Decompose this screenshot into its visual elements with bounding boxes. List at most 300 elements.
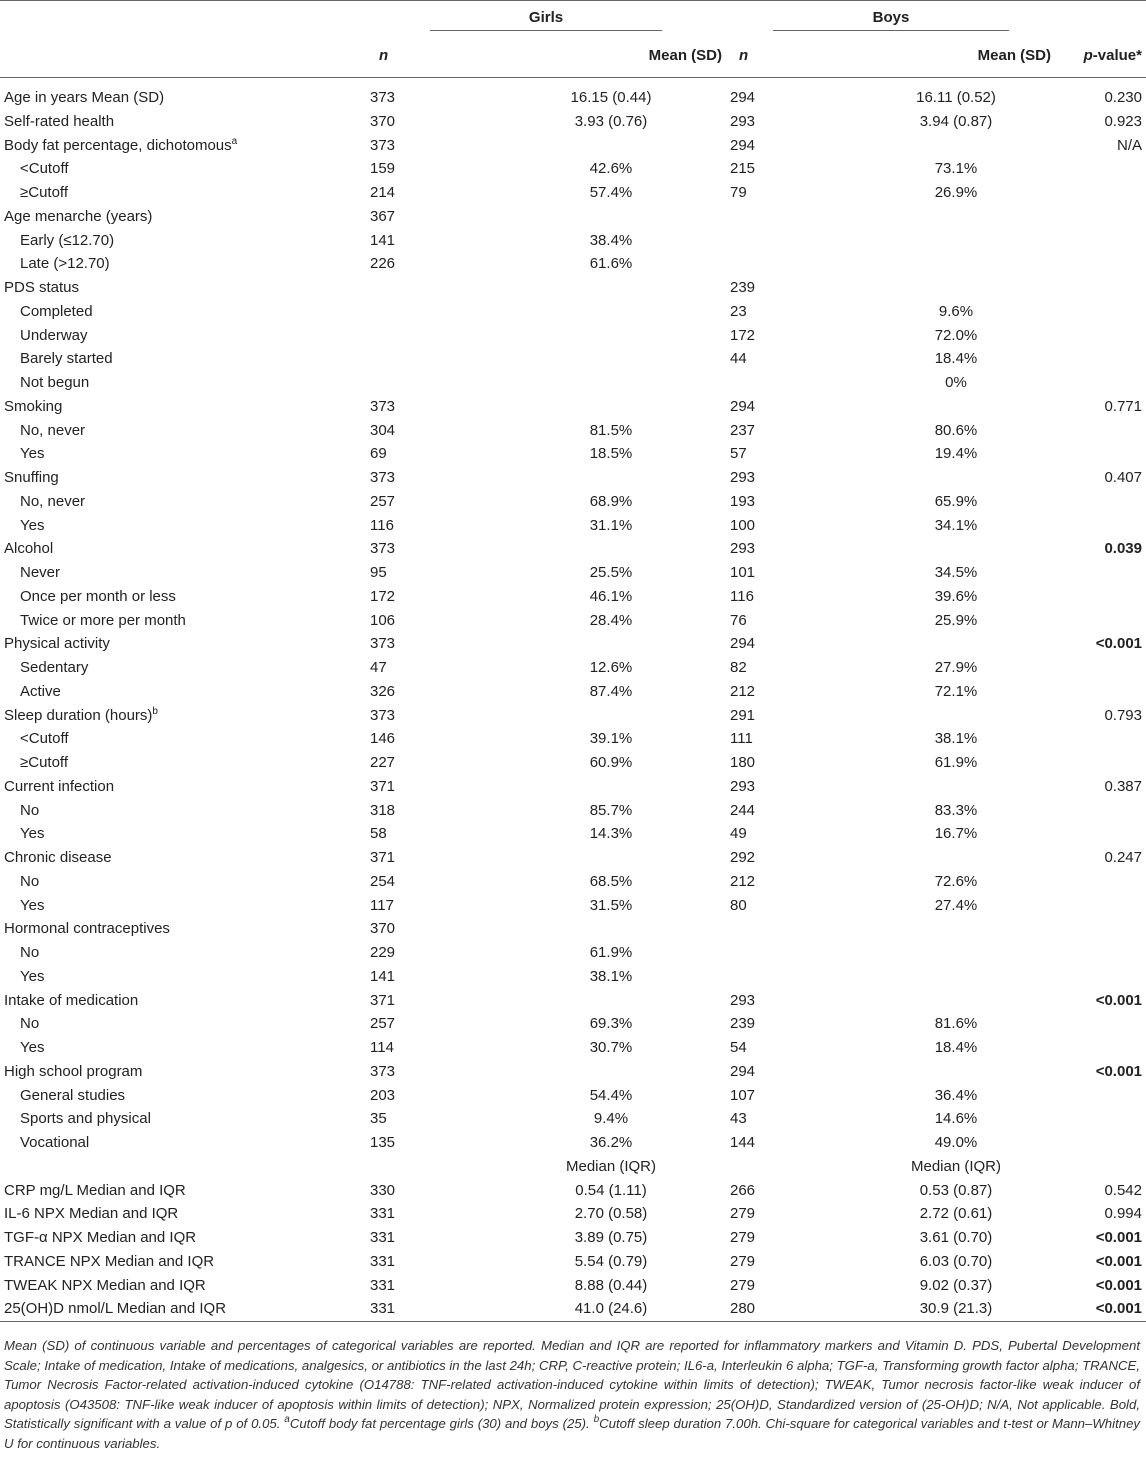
p-value-cell xyxy=(1056,442,1146,466)
table-row xyxy=(0,442,1146,466)
girls-value-cell-text: 2.70 (0.58) xyxy=(574,1205,648,1223)
boys-value-cell xyxy=(856,371,1056,395)
table-row xyxy=(0,1084,1146,1108)
p-value-cell-text: <0.001 xyxy=(1095,1300,1142,1318)
row-label xyxy=(0,1060,366,1084)
girls-value-cell xyxy=(496,419,726,443)
p-value-cell xyxy=(1056,86,1146,110)
boys-n-cell xyxy=(726,1274,856,1298)
row-label-text: No xyxy=(20,944,40,961)
p-value-cell-text: 0.793 xyxy=(1104,706,1142,724)
boys-n-cell xyxy=(726,561,856,585)
girls-value-cell xyxy=(496,252,726,276)
boys-n-cell-text: 266 xyxy=(730,1181,756,1199)
girls-n-cell xyxy=(366,917,496,941)
p-value-cell xyxy=(1056,775,1146,799)
p-value-cell xyxy=(1056,751,1146,775)
girls-value-cell-text: 81.5% xyxy=(589,421,633,439)
p-value-cell xyxy=(1056,1012,1146,1036)
girls-n-cell-text: 117 xyxy=(370,896,394,914)
girls-n-cell-text: 135 xyxy=(370,1134,396,1151)
girls-value-cell xyxy=(496,1060,726,1084)
boys-value-cell-text: 0.53 (0.87) xyxy=(919,1181,993,1199)
boys-n-cell xyxy=(726,1084,856,1108)
girls-n-cell xyxy=(366,110,496,134)
boys-n-cell xyxy=(726,1060,856,1084)
boys-value-cell xyxy=(856,680,1056,704)
footnote-main: Mean (SD) of continuous variable and percentages of categorical variables are reported. Median and IQR are reported for inflammatory markers and Vitamin D. PDS, Pubertal Development Scale; Intake of medication, Intake of medications, analgesics, or antibiotics in the last 24h; CRP, C-reactive protein; IL6-a, Interleukin 6 alpha; TGF-a, Transforming growth factor alpha; TRANCE, Tumor Necrosis Factor-related activation-induced cytokine (O14788: TNF-related activation-induced cytokine within limits of detection); TWEAK, Tumor necrosis factor-like weak inducer of apoptosis (O43508: TNF-like weak inducer of apoptosis within limits of detection); NPX, Normalized protein expression; 25(OH)D, Standardized version of (25-OH)D; N/A, Not applicable. Bold, Statistically significant with a value of p of 0.05. xyxy=(4,1338,1140,1431)
table-row xyxy=(0,395,1146,419)
girls-value-cell xyxy=(496,157,726,181)
row-label xyxy=(0,466,366,490)
boys-value-cell-text: 9.6% xyxy=(938,302,974,320)
footnote-marker: b xyxy=(152,705,158,717)
p-value-cell xyxy=(1056,110,1146,134)
row-label xyxy=(0,514,366,538)
girls-value-cell xyxy=(496,1131,726,1155)
footnote-sup-b: b xyxy=(593,1414,600,1425)
boys-n-cell-text: 44 xyxy=(730,350,747,368)
girls-n-cell-text: 229 xyxy=(370,944,396,961)
girls-value-cell-text: 3.89 (0.75) xyxy=(574,1229,648,1246)
row-label xyxy=(0,941,366,965)
p-value-cell xyxy=(1056,490,1146,514)
girls-n-cell xyxy=(366,965,496,989)
boys-value-cell-text: Median (IQR) xyxy=(910,1157,1002,1175)
girls-n-cell-text: 331 xyxy=(370,1276,396,1294)
row-label xyxy=(0,1297,366,1321)
boys-n-cell-text: 82 xyxy=(730,659,747,676)
boys-n-cell-text: 180 xyxy=(730,754,756,771)
girls-n-cell xyxy=(366,656,496,680)
row-label xyxy=(0,347,366,371)
girls-n-cell xyxy=(366,1060,496,1084)
row-label-text: No xyxy=(20,1015,40,1033)
boys-n-cell xyxy=(726,229,856,253)
boys-value-cell xyxy=(856,300,1056,324)
boys-n-cell xyxy=(726,846,856,870)
girls-n-cell-text: 47 xyxy=(370,659,387,676)
row-label-text: Sleep duration (hours) xyxy=(4,706,153,724)
boys-n-cell xyxy=(726,965,856,989)
girls-n-cell-text: 371 xyxy=(370,849,396,866)
row-label xyxy=(0,656,366,680)
p-value-cell xyxy=(1056,371,1146,395)
row-label-text: 25(OH)D nmol/L Median and IQR xyxy=(4,1300,227,1318)
row-label-text: Once per month or less xyxy=(20,587,176,605)
row-label xyxy=(0,1084,366,1108)
boys-n-cell xyxy=(726,324,856,348)
row-label xyxy=(0,989,366,1013)
boys-value-cell-text: 18.4% xyxy=(934,350,978,368)
girls-mean-header xyxy=(496,33,726,78)
row-label-text: Completed xyxy=(20,302,93,320)
boys-n-cell-text: 293 xyxy=(730,777,756,795)
girls-n-cell xyxy=(366,537,496,561)
boys-mean-header xyxy=(856,33,1056,78)
boys-n-cell xyxy=(726,680,856,704)
table-row xyxy=(0,347,1146,371)
row-label-text: Body fat percentage, dichotomous xyxy=(4,136,232,154)
table-row xyxy=(0,324,1146,348)
boys-n-cell xyxy=(726,181,856,205)
girls-n-cell xyxy=(366,419,496,443)
girls-value-cell-text: 54.4% xyxy=(589,1086,633,1104)
girls-value-cell xyxy=(496,846,726,870)
table-row xyxy=(0,965,1146,989)
boys-value-cell-text: 3.61 (0.70) xyxy=(919,1229,993,1246)
boys-value-cell xyxy=(856,395,1056,419)
girls-n-cell xyxy=(366,205,496,229)
row-label-text: Twice or more per month xyxy=(20,611,186,629)
girls-value-cell-text: 5.54 (0.79) xyxy=(574,1252,648,1270)
boys-value-cell xyxy=(856,110,1056,134)
girls-value-cell xyxy=(496,466,726,490)
girls-value-cell-text: 3.93 (0.76) xyxy=(574,112,648,130)
boys-n-cell xyxy=(726,537,856,561)
girls-value-cell-text: 38.1% xyxy=(589,967,633,985)
boys-value-cell xyxy=(856,1250,1056,1274)
girls-value-cell-text: 57.4% xyxy=(589,184,633,201)
girls-n-cell-text: 254 xyxy=(370,872,396,890)
girls-n-cell xyxy=(366,1202,496,1226)
table-row xyxy=(0,1202,1146,1226)
girls-n-cell-text: 257 xyxy=(370,492,396,510)
p-value-cell xyxy=(1056,585,1146,609)
p-value-cell xyxy=(1056,894,1146,918)
boys-value-cell xyxy=(856,846,1056,870)
row-label xyxy=(0,775,366,799)
boys-n-cell-text: 293 xyxy=(730,112,756,130)
boys-value-cell xyxy=(856,561,1056,585)
table-row xyxy=(0,1012,1146,1036)
row-label xyxy=(0,704,366,728)
boys-n-cell-text: 279 xyxy=(730,1205,756,1223)
row-label xyxy=(0,917,366,941)
table-row xyxy=(0,632,1146,656)
boys-value-cell xyxy=(856,229,1056,253)
table-row xyxy=(0,1060,1146,1084)
girls-value-cell xyxy=(496,1179,726,1203)
table-row xyxy=(0,1297,1146,1321)
p-value-cell xyxy=(1056,1274,1146,1298)
boys-value-cell-text: 27.4% xyxy=(934,896,978,914)
boys-value-cell-text: 72.0% xyxy=(934,326,978,344)
girls-value-cell-text: 87.4% xyxy=(589,682,633,700)
p-value-cell xyxy=(1056,727,1146,751)
girls-value-cell-text: 31.5% xyxy=(589,896,633,914)
p-value-cell-text: <0.001 xyxy=(1095,635,1142,653)
boys-value-cell xyxy=(856,941,1056,965)
boys-n-cell-text: 279 xyxy=(730,1229,756,1246)
girls-value-cell xyxy=(496,1107,726,1131)
girls-n-cell xyxy=(366,1155,496,1179)
row-label-text: Never xyxy=(20,564,61,581)
girls-n-cell-text: 141 xyxy=(370,231,396,249)
boys-n-cell-text: 215 xyxy=(730,160,756,178)
boys-n-cell xyxy=(726,1297,856,1321)
p-value-cell xyxy=(1056,134,1146,158)
girls-n-cell-text: 141 xyxy=(370,967,396,985)
boys-value-cell xyxy=(856,1060,1056,1084)
girls-n-cell xyxy=(366,1012,496,1036)
boys-value-cell xyxy=(856,1012,1056,1036)
girls-n-cell-text: 331 xyxy=(370,1252,396,1270)
boys-value-cell xyxy=(856,537,1056,561)
girls-value-cell xyxy=(496,395,726,419)
girls-n-cell-text: 373 xyxy=(370,89,396,106)
girls-value-cell xyxy=(496,1036,726,1060)
girls-value-cell-text: 18.5% xyxy=(589,445,633,463)
boys-n-cell-text: 49 xyxy=(730,825,747,843)
girls-value-cell xyxy=(496,775,726,799)
table-row xyxy=(0,205,1146,229)
table-row xyxy=(0,466,1146,490)
girls-n-cell-text: 373 xyxy=(370,706,396,724)
girls-value-cell xyxy=(496,442,726,466)
row-label xyxy=(0,1131,366,1155)
boys-value-cell-text: 39.6% xyxy=(934,587,978,605)
p-letter: p xyxy=(1083,46,1093,64)
girls-value-cell xyxy=(496,1202,726,1226)
p-value-cell-text: <0.001 xyxy=(1095,1276,1142,1294)
boys-value-cell xyxy=(856,86,1056,110)
table-row xyxy=(0,870,1146,894)
boys-mean-label: Mean (SD) xyxy=(977,46,1051,64)
girls-value-cell xyxy=(496,656,726,680)
row-label xyxy=(0,727,366,751)
boys-n-cell-text: 244 xyxy=(730,801,756,819)
boys-n-cell-text: 280 xyxy=(730,1300,756,1318)
boys-value-cell xyxy=(856,1179,1056,1203)
row-label-text: High school program xyxy=(4,1062,143,1080)
row-label xyxy=(0,86,366,110)
boys-n-cell xyxy=(726,1250,856,1274)
row-label-text: Yes xyxy=(20,1039,45,1056)
row-label xyxy=(0,894,366,918)
row-label-text: TGF-α NPX Median and IQR xyxy=(4,1229,197,1246)
boys-value-cell xyxy=(856,1226,1056,1250)
p-value-cell xyxy=(1056,1107,1146,1131)
girls-value-cell xyxy=(496,632,726,656)
p-value-cell xyxy=(1056,324,1146,348)
girls-value-cell-text: 0.54 (1.11) xyxy=(575,1181,647,1199)
boys-n-cell xyxy=(726,609,856,633)
girls-n-cell-text: 35 xyxy=(370,1110,387,1128)
girls-n-cell-text: 373 xyxy=(370,136,396,154)
girls-value-cell xyxy=(496,1297,726,1321)
row-label xyxy=(0,1274,366,1298)
girls-value-cell-text: 30.7% xyxy=(589,1039,633,1056)
boys-n-cell-text: 279 xyxy=(730,1252,756,1270)
row-label xyxy=(0,1179,366,1203)
boys-value-cell xyxy=(856,324,1056,348)
row-label-text: Active xyxy=(20,682,61,700)
girls-value-cell xyxy=(496,965,726,989)
boys-value-cell xyxy=(856,1297,1056,1321)
table-row xyxy=(0,276,1146,300)
boys-value-cell xyxy=(856,965,1056,989)
boys-value-cell-text: 16.7% xyxy=(934,825,978,843)
girls-value-cell xyxy=(496,585,726,609)
girls-value-cell xyxy=(496,799,726,823)
p-value-cell xyxy=(1056,1202,1146,1226)
girls-n-cell-text: 371 xyxy=(370,777,396,795)
p-value-cell-text: 0.994 xyxy=(1104,1205,1142,1223)
row-label-text: No, never xyxy=(20,492,86,510)
boys-n-cell-text: 79 xyxy=(730,184,747,201)
girls-n-cell-text: 326 xyxy=(370,682,396,700)
girls-n-cell xyxy=(366,632,496,656)
table-row xyxy=(0,537,1146,561)
boys-n-cell-text: 100 xyxy=(730,516,756,534)
boys-value-cell-text: 65.9% xyxy=(934,492,978,510)
boys-value-cell xyxy=(856,1274,1056,1298)
p-value-cell xyxy=(1056,632,1146,656)
girls-value-cell xyxy=(496,989,726,1013)
table-row xyxy=(0,1274,1146,1298)
table-row xyxy=(0,229,1146,253)
row-label-text: Yes xyxy=(20,896,45,914)
row-label xyxy=(0,276,366,300)
boys-value-cell xyxy=(856,134,1056,158)
boys-value-cell-text: 73.1% xyxy=(934,160,978,178)
boys-n-cell xyxy=(726,1131,856,1155)
row-label xyxy=(0,395,366,419)
girls-n-cell xyxy=(366,324,496,348)
girls-n-cell-text: 331 xyxy=(370,1205,396,1223)
row-label-text: Yes xyxy=(20,825,45,843)
p-value-cell xyxy=(1056,822,1146,846)
row-label-text: Sedentary xyxy=(20,659,89,676)
row-label xyxy=(0,157,366,181)
boys-value-cell-text: 2.72 (0.61) xyxy=(919,1205,993,1223)
boys-n-cell xyxy=(726,727,856,751)
row-label-text: No, never xyxy=(20,421,86,439)
p-value-cell-text: 0.407 xyxy=(1104,469,1142,486)
girls-n-cell-text: 227 xyxy=(370,754,396,771)
girls-value-cell-text: 25.5% xyxy=(589,564,633,581)
boys-n-cell-text: 193 xyxy=(730,492,756,510)
boys-n-cell-text: 172 xyxy=(730,326,756,344)
table-row xyxy=(0,1155,1146,1179)
boys-n-cell-text: 76 xyxy=(730,611,747,629)
boys-value-cell-text: 25.9% xyxy=(934,611,978,629)
table-row xyxy=(0,1131,1146,1155)
boys-value-cell xyxy=(856,1084,1056,1108)
table-row xyxy=(0,917,1146,941)
girls-n-cell xyxy=(366,1107,496,1131)
boys-n-cell xyxy=(726,989,856,1013)
girls-value-cell-text: 39.1% xyxy=(589,730,633,748)
row-label xyxy=(0,324,366,348)
girls-n-cell-text: 371 xyxy=(370,991,396,1009)
girls-n-cell xyxy=(366,989,496,1013)
row-label xyxy=(0,1012,366,1036)
girls-n-cell xyxy=(366,490,496,514)
table-row xyxy=(0,656,1146,680)
girls-n-cell xyxy=(366,1036,496,1060)
boys-value-cell-text: 18.4% xyxy=(934,1039,978,1056)
boys-value-cell xyxy=(856,609,1056,633)
boys-n-cell-text: 294 xyxy=(730,89,756,106)
boys-n-cell-text: 54 xyxy=(730,1039,747,1056)
row-label-text: Snuffing xyxy=(4,469,59,486)
boys-n-cell-text: 294 xyxy=(730,397,756,415)
boys-n-cell-text: 212 xyxy=(730,682,756,700)
girls-value-cell xyxy=(496,1274,726,1298)
girls-n-cell-text: 331 xyxy=(370,1229,396,1246)
boys-n-cell xyxy=(726,799,856,823)
girls-value-cell xyxy=(496,680,726,704)
boys-value-cell xyxy=(856,419,1056,443)
girls-n-cell xyxy=(366,870,496,894)
boys-value-cell-text: 49.0% xyxy=(934,1134,978,1151)
boys-n-cell-text: 23 xyxy=(730,302,747,320)
boys-n-cell xyxy=(726,822,856,846)
boys-n-cell-text: 107 xyxy=(730,1086,756,1104)
p-value-cell-text: 0.230 xyxy=(1104,89,1142,106)
footnote-marker: a xyxy=(231,135,238,147)
table-footnote xyxy=(4,1336,1140,1453)
table-row xyxy=(0,1250,1146,1274)
row-label-text: Age menarche (years) xyxy=(4,207,153,225)
p-value-cell xyxy=(1056,1155,1146,1179)
row-label-text: Yes xyxy=(20,516,45,534)
boys-n-cell xyxy=(726,300,856,324)
girls-value-cell xyxy=(496,870,726,894)
boys-value-cell xyxy=(856,989,1056,1013)
girls-n-cell xyxy=(366,157,496,181)
p-value-cell-text: <0.001 xyxy=(1095,1252,1142,1270)
girls-value-cell xyxy=(496,324,726,348)
p-value-cell xyxy=(1056,799,1146,823)
girls-n-cell-text: 95 xyxy=(370,564,387,581)
boys-value-cell xyxy=(856,157,1056,181)
table-row xyxy=(0,894,1146,918)
table-row xyxy=(0,1036,1146,1060)
girls-n-cell-text: 373 xyxy=(370,469,396,486)
p-value-cell xyxy=(1056,205,1146,229)
p-value-cell xyxy=(1056,1250,1146,1274)
girls-n-cell xyxy=(366,300,496,324)
boys-value-cell xyxy=(856,894,1056,918)
boys-n-cell xyxy=(726,585,856,609)
row-label-text: ≥Cutoff xyxy=(20,184,68,201)
p-value-cell xyxy=(1056,917,1146,941)
boys-n-cell xyxy=(726,205,856,229)
p-value-cell xyxy=(1056,1297,1146,1321)
boys-value-cell-text: 36.4% xyxy=(934,1086,978,1104)
boys-n-cell xyxy=(726,941,856,965)
boys-n-cell xyxy=(726,490,856,514)
boys-value-cell-text: 9.02 (0.37) xyxy=(919,1276,993,1294)
girls-value-cell xyxy=(496,1250,726,1274)
boys-value-cell xyxy=(856,727,1056,751)
girls-n-cell-text: 226 xyxy=(370,255,396,273)
table-row xyxy=(0,941,1146,965)
table-row xyxy=(0,585,1146,609)
boys-n-cell xyxy=(726,1107,856,1131)
boys-n-cell xyxy=(726,395,856,419)
girls-value-cell-text: 31.1% xyxy=(589,516,633,534)
row-label xyxy=(0,419,366,443)
boys-n-cell xyxy=(726,870,856,894)
boys-n-cell-text: 144 xyxy=(730,1134,756,1151)
table-row xyxy=(0,846,1146,870)
row-label-text: PDS status xyxy=(4,279,80,296)
row-label xyxy=(0,751,366,775)
